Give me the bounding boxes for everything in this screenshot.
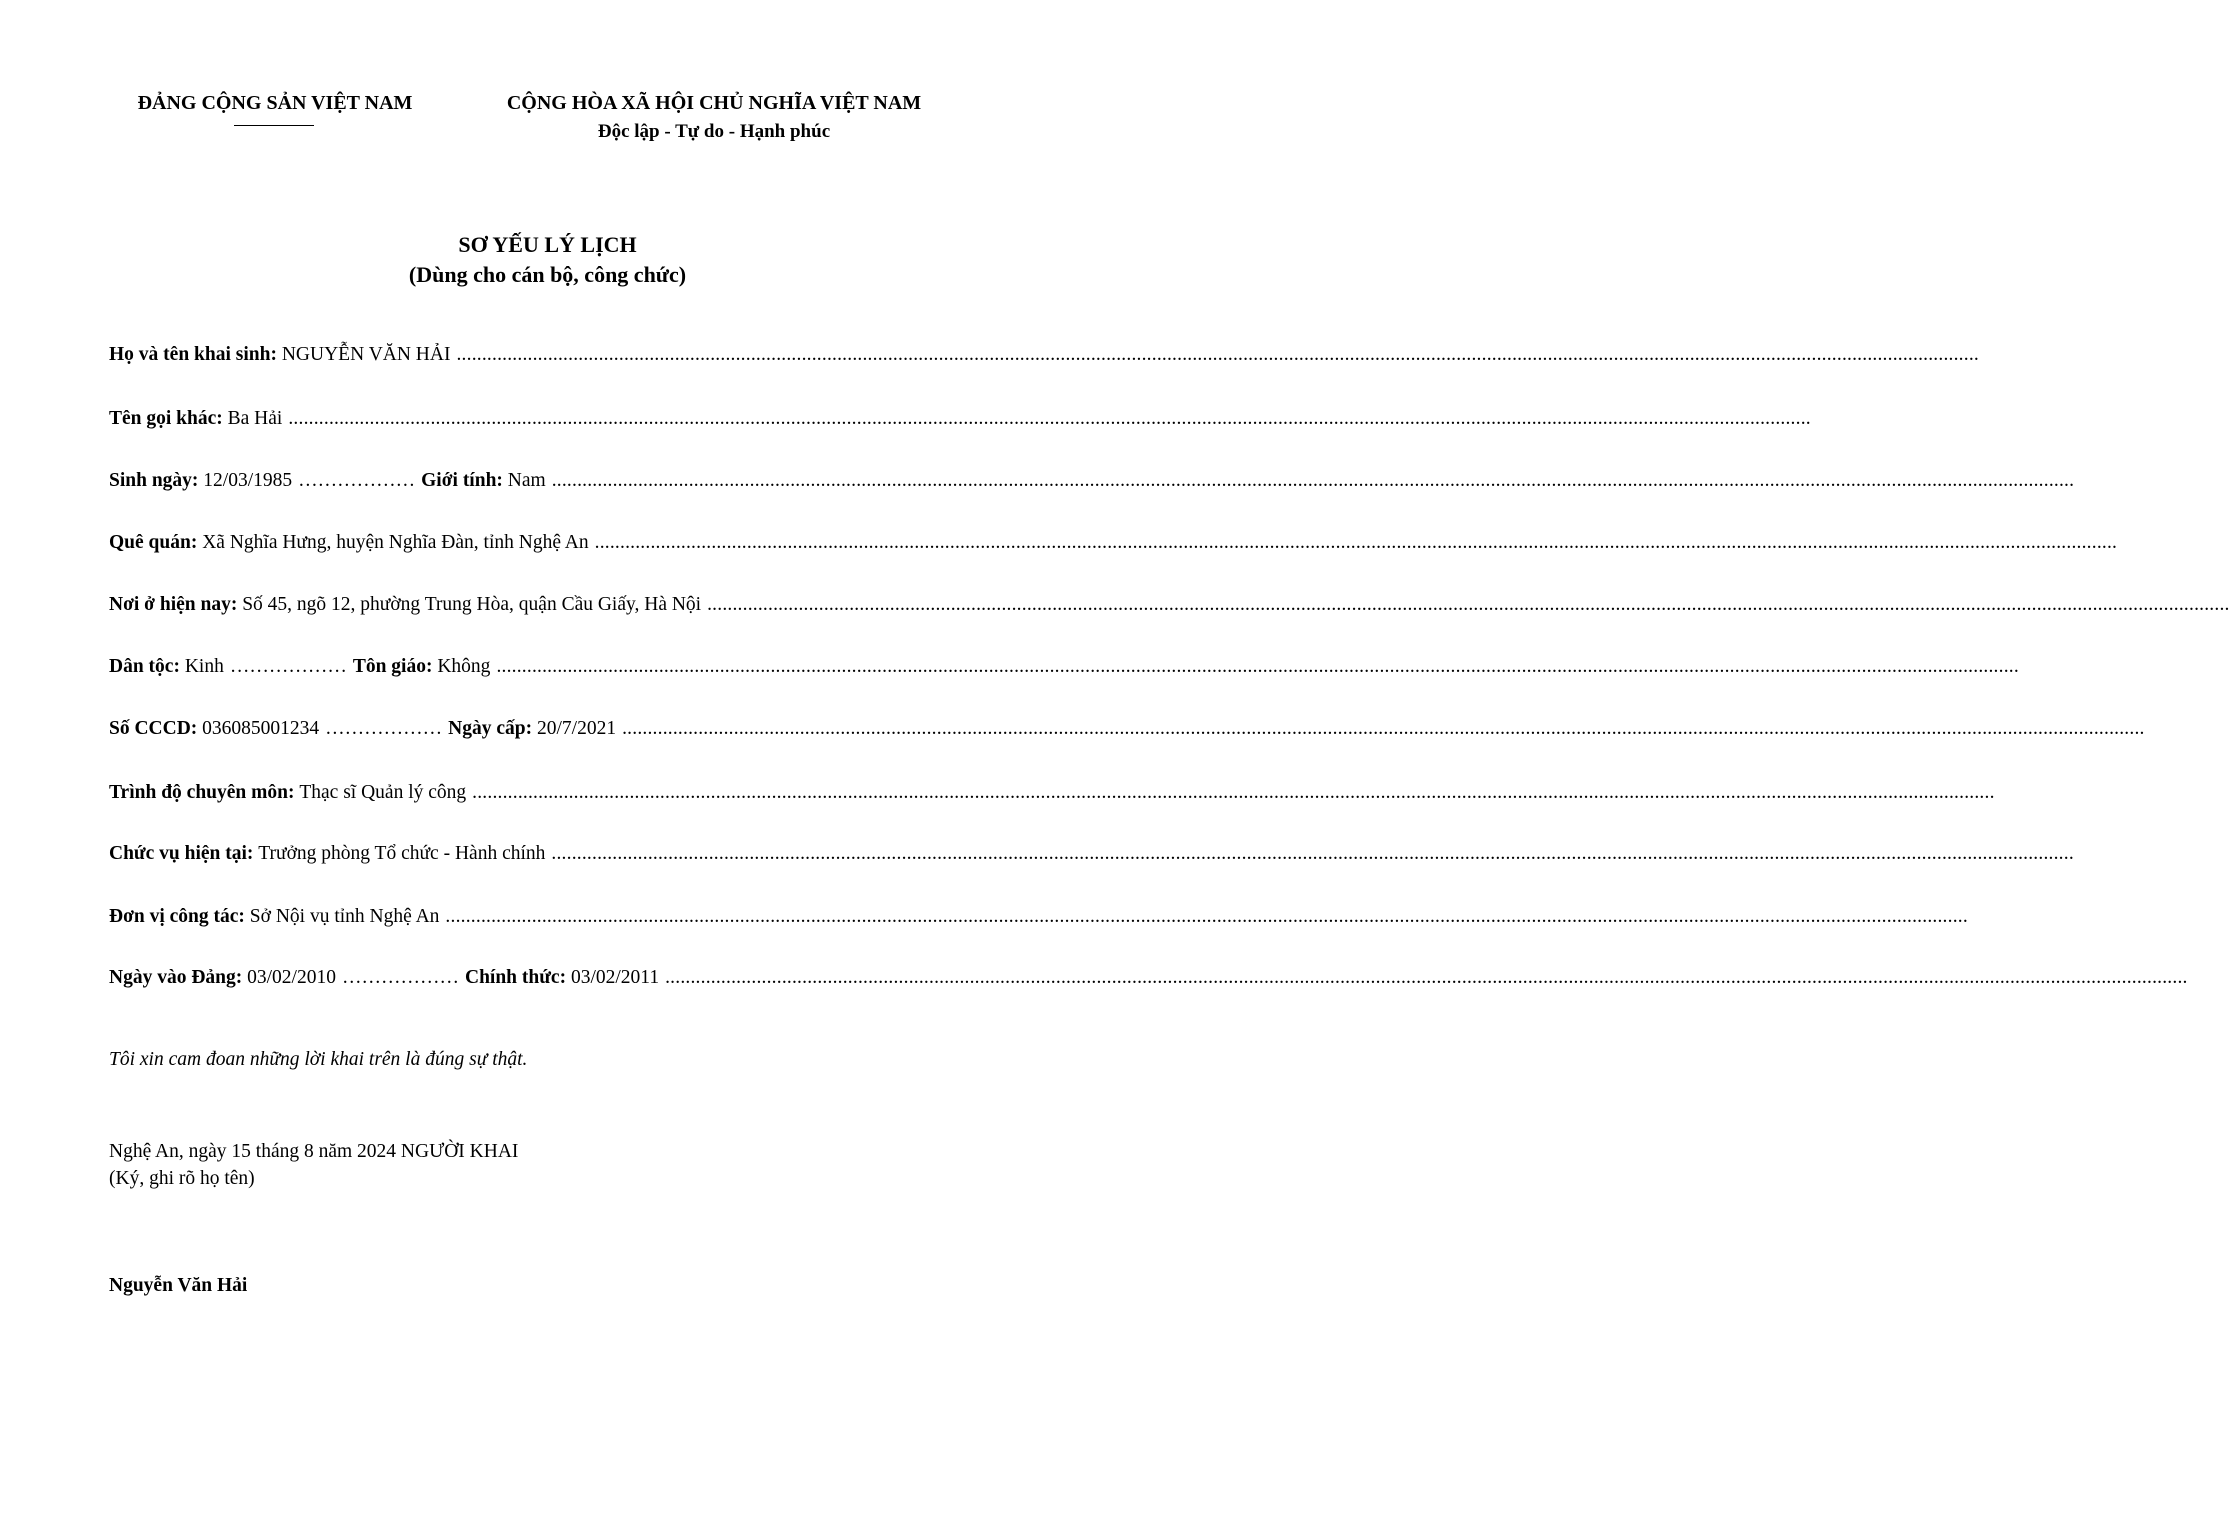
national-motto: Độc lập - Tự do - Hạnh phúc xyxy=(597,121,831,142)
dotted-leader: ............................................................................................................................................................................................................................................................................................................ xyxy=(445,906,1968,927)
field-row-other-name xyxy=(109,408,1811,434)
field-label-other-name: Tên gọi khác: xyxy=(109,408,223,429)
field-value-birth-date: 12/03/1985 xyxy=(203,470,293,491)
place-and-date: Nghệ An, ngày 15 tháng 8 năm 2024 NGƯỜI KHAI xyxy=(109,1141,519,1162)
document-title: SƠ YẾU LÝ LỊCH xyxy=(458,232,637,257)
dotted-leader: ............................................................................................................................................................................................................................................................................................................ xyxy=(551,843,2074,864)
field-row-party xyxy=(109,967,2188,993)
field-row-workplace xyxy=(109,906,1968,932)
field-value-religion: Không xyxy=(437,656,491,677)
national-header: CỘNG HÒA XÃ HỘI CHỦ NGHĨA VIỆT NAM xyxy=(506,92,922,114)
dotted-leader: ............................................................................................................................................................................................................................................................................................................ xyxy=(496,656,2019,677)
field-row-residence xyxy=(109,594,2230,620)
inline-leader: ……………… xyxy=(341,967,459,988)
field-value-issue-date: 20/7/2021 xyxy=(537,718,617,739)
dotted-leader: ............................................................................................................................................................................................................................................................................................................ xyxy=(288,408,1811,429)
document-subtitle: (Dùng cho cán bộ, công chức) xyxy=(408,262,687,287)
field-value-id-number: 036085001234 xyxy=(202,718,320,739)
inline-leader: ……………… xyxy=(298,470,416,491)
signer-name: Nguyễn Văn Hải xyxy=(109,1275,248,1296)
field-label-birth-date: Sinh ngày: xyxy=(109,470,199,491)
field-label-hometown: Quê quán: xyxy=(109,532,198,553)
field-value-qualification: Thạc sĩ Quản lý công xyxy=(299,782,467,803)
dotted-leader: ............................................................................................................................................................................................................................................................................................................ xyxy=(665,967,2188,988)
dotted-leader: ............................................................................................................................................................................................................................................................................................................ xyxy=(594,532,2118,553)
dotted-leader: ............................................................................................................................................................................................................................................................................................................ xyxy=(472,782,1995,803)
field-label-ethnicity: Dân tộc: xyxy=(109,656,180,677)
field-value-full-name: NGUYỄN VĂN HẢI xyxy=(281,344,451,365)
field-row-qualification xyxy=(109,782,1995,808)
field-value-party-join-date: 03/02/2010 xyxy=(247,967,336,988)
field-label-id-number: Số CCCD: xyxy=(109,718,198,739)
field-label-religion: Tôn giáo: xyxy=(352,656,433,677)
field-value-workplace: Sở Nội vụ tỉnh Nghệ An xyxy=(249,906,440,927)
party-header-underline xyxy=(234,125,314,126)
signature-note: (Ký, ghi rõ họ tên) xyxy=(109,1168,255,1189)
field-label-party-join-date: Ngày vào Đảng: xyxy=(109,967,243,988)
field-value-other-name: Ba Hải xyxy=(227,408,283,429)
dotted-leader: ............................................................................................................................................................................................................................................................................................................ xyxy=(707,594,2230,615)
field-label-issue-date: Ngày cấp: xyxy=(448,718,533,739)
field-label-qualification: Trình độ chuyên môn: xyxy=(109,782,295,803)
field-value-official-date: 03/02/2011 xyxy=(570,967,660,988)
field-row-hometown xyxy=(109,532,2118,558)
field-label-official-date: Chính thức: xyxy=(464,967,567,988)
dotted-leader: ............................................................................................................................................................................................................................................................................................................ xyxy=(622,718,2145,739)
field-row-position xyxy=(109,843,2074,869)
inline-leader: ……………… xyxy=(229,656,347,677)
field-value-residence: Số 45, ngõ 12, phường Trung Hòa, quận Cầu Giấy, Hà Nội xyxy=(242,594,702,615)
field-row-full-name xyxy=(109,344,1979,370)
inline-leader: ……………… xyxy=(325,718,443,739)
dotted-leader: ............................................................................................................................................................................................................................................................................................................ xyxy=(456,344,1979,365)
field-label-full-name: Họ và tên khai sinh: xyxy=(109,344,277,365)
field-value-position: Trưởng phòng Tổ chức - Hành chính xyxy=(258,843,546,864)
field-row-birth-gender xyxy=(109,470,2075,496)
field-value-gender: Nam xyxy=(507,470,546,491)
field-label-position: Chức vụ hiện tại: xyxy=(109,843,254,864)
field-label-gender: Giới tính: xyxy=(421,470,503,491)
field-value-ethnicity: Kinh xyxy=(184,656,224,677)
field-label-residence: Nơi ở hiện nay: xyxy=(109,594,238,615)
field-value-hometown: Xã Nghĩa Hưng, huyện Nghĩa Đàn, tỉnh Nghệ An xyxy=(202,532,589,553)
dotted-leader: ............................................................................................................................................................................................................................................................................................................ xyxy=(551,470,2075,491)
pledge-statement: Tôi xin cam đoan những lời khai trên là đúng sự thật. xyxy=(109,1049,528,1070)
field-row-id xyxy=(109,718,2145,744)
field-row-ethnicity-religion xyxy=(109,656,2019,682)
party-header: ĐẢNG CỘNG SẢN VIỆT NAM xyxy=(137,92,413,114)
field-label-workplace: Đơn vị công tác: xyxy=(109,906,245,927)
